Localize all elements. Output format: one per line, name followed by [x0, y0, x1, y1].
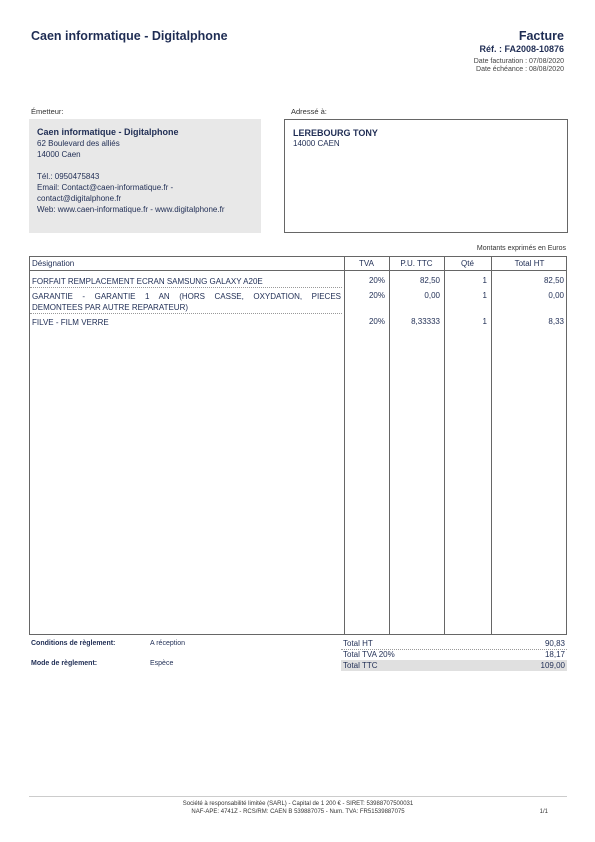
table-row [30, 273, 566, 288]
total-ht-label: Total HT [343, 639, 373, 648]
sender-label: Émetteur: [31, 107, 64, 116]
row-tva: 20% [368, 317, 385, 326]
header-quantity: Qté [461, 259, 474, 268]
row-designation-line: DEMONTEES PAR AUTRE REPARATEUR) [32, 303, 189, 312]
row-unit-price: 82,50 [419, 276, 440, 285]
total-ht-row [341, 638, 567, 649]
sender-address-line1: 62 Boulevard des alliés [37, 139, 120, 148]
row-total-ht: 0,00 [548, 291, 564, 300]
row-unit-price: 8,33333 [411, 317, 440, 326]
items-table [29, 256, 567, 635]
table-row [30, 314, 566, 329]
invoice-reference: Réf. : FA2008-10876 [479, 44, 564, 54]
row-total-ht: 82,50 [543, 276, 564, 285]
sender-name: Caen informatique - Digitalphone [37, 127, 179, 137]
header-total-ht: Total HT [514, 259, 545, 268]
payment-terms-label: Conditions de règlement: [31, 640, 116, 647]
recipient-box [284, 119, 568, 233]
total-tva-value: 18,17 [544, 650, 565, 659]
footer-legal-line1: Société à responsabilité limitée (SARL) - Capital de 1 200 € - SIRET: 53988707500031 [182, 801, 414, 807]
footer-legal-line2: NAF-APE: 4741Z - RCS/RM: CAEN B 539887075 - Num. TVA: FR51539887075 [191, 809, 405, 815]
payment-terms-value: A réception [150, 640, 186, 647]
total-tva-label: Total TVA 20% [343, 650, 395, 659]
row-quantity: 1 [482, 276, 487, 285]
row-designation-line: FILVE - FILM VERRE [32, 318, 109, 327]
row-quantity: 1 [482, 317, 487, 326]
sender-email-line1: Email: Contact@caen-informatique.fr - [37, 183, 174, 192]
due-date: Date échéance : 08/08/2020 [476, 66, 564, 73]
sender-box [29, 119, 261, 233]
company-title: Caen informatique - Digitalphone [31, 29, 228, 43]
header-tva: TVA [359, 259, 374, 268]
document-type: Facture [518, 29, 564, 43]
header-unit-price: P.U. TTC [400, 259, 433, 268]
sender-email-line2: contact@digitalphone.fr [37, 194, 122, 203]
row-designation-line: GARANTIE - GARANTIE 1 AN (HORS CASSE, OXYDATION, PIECES [32, 292, 341, 301]
row-designation [32, 276, 341, 287]
row-designation-line: FORFAIT REMPLACEMENT ECRAN SAMSUNG GALAXY A20E [32, 277, 263, 286]
recipient-name: LEREBOURG TONY [293, 128, 378, 138]
page-number: 1/1 [539, 809, 548, 815]
row-tva: 20% [368, 276, 385, 285]
row-total-ht: 8,33 [548, 317, 564, 326]
sender-web: Web: www.caen-informatique.fr - www.digitalphone.fr [37, 205, 225, 214]
total-ttc-label: Total TTC [343, 661, 378, 670]
sender-address-line2: 14000 Caen [37, 150, 81, 159]
payment-mode-value: Espèce [150, 660, 174, 667]
payment-mode-label: Mode de règlement: [31, 660, 98, 667]
row-designation [32, 291, 341, 313]
billing-date: Date facturation : 07/08/2020 [473, 58, 564, 65]
row-quantity: 1 [482, 291, 487, 300]
total-tva-row [341, 649, 567, 660]
footer-divider [29, 796, 567, 797]
total-ttc-value: 109,00 [540, 661, 565, 670]
row-unit-price: 0,00 [424, 291, 440, 300]
total-ht-value: 90,83 [544, 639, 565, 648]
sender-phone: Tél.: 0950475843 [37, 172, 100, 181]
total-ttc-row [341, 660, 567, 671]
amounts-note: Montants exprimés en Euros [476, 245, 566, 252]
table-header [30, 257, 566, 271]
header-designation: Désignation [32, 259, 75, 268]
table-row [30, 288, 566, 314]
recipient-address: 14000 CAEN [293, 139, 340, 148]
row-tva: 20% [368, 291, 385, 300]
row-designation [32, 317, 341, 328]
recipient-label: Adressé à: [291, 107, 327, 116]
